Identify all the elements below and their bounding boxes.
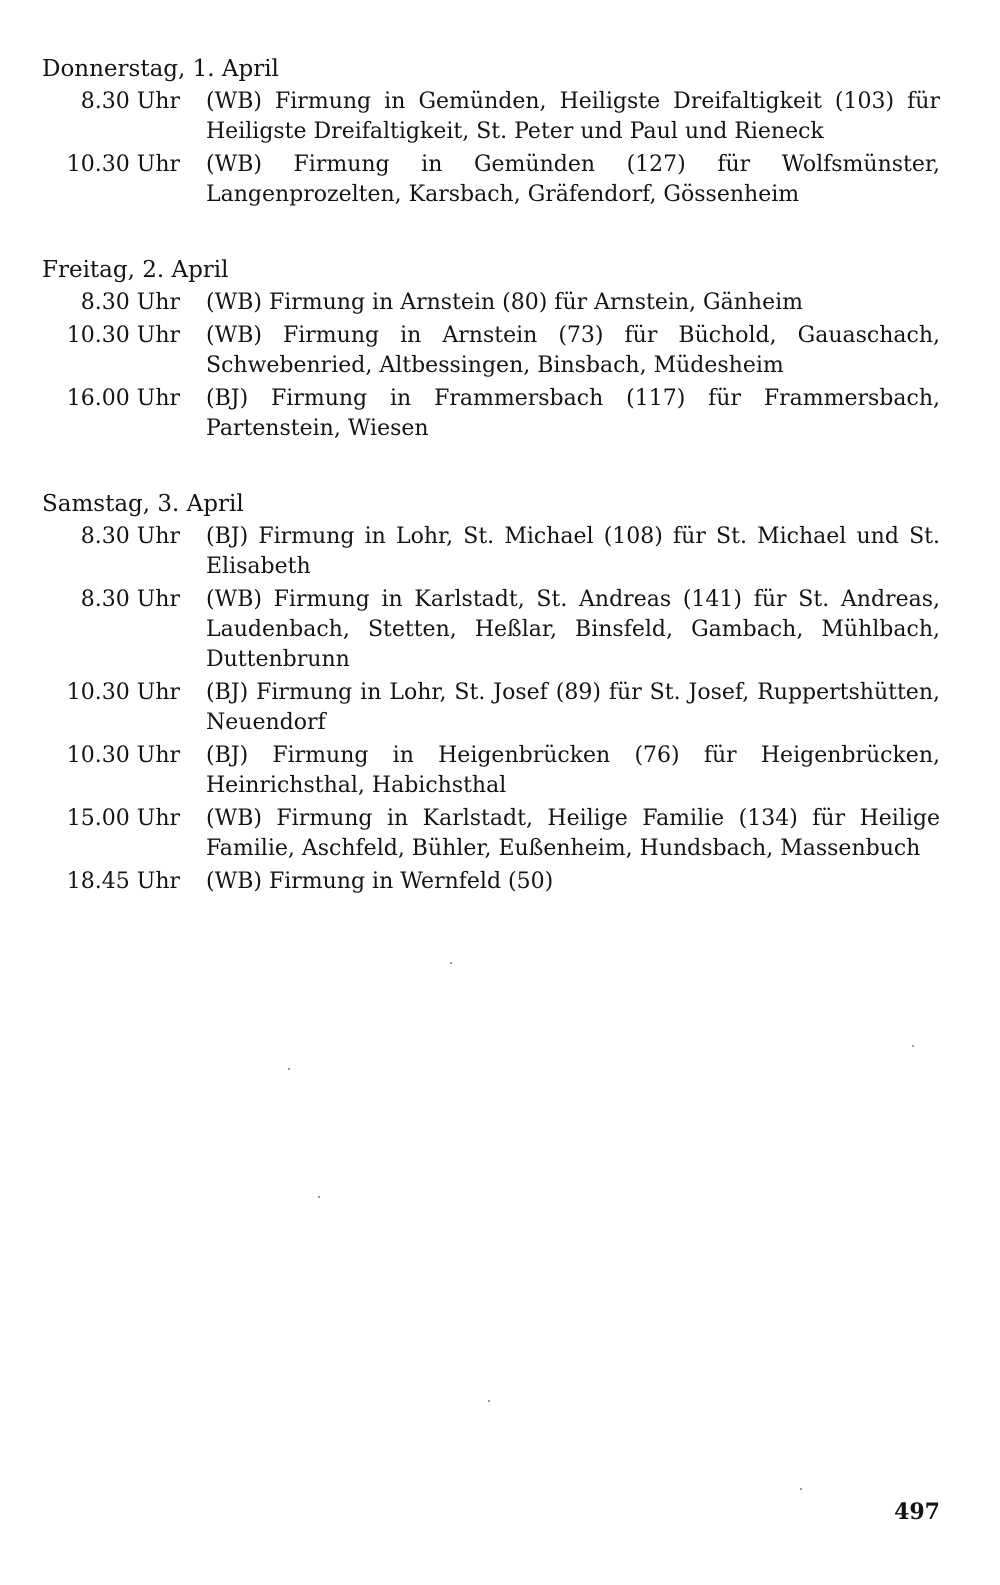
day-section-thursday (42, 54, 940, 210)
entry-text: (BJ) Firmung in Heigenbrücken (76) für Heigenbrücken, Heinrichsthal, Habichsthal (206, 743, 940, 798)
schedule-entry (42, 87, 940, 147)
schedule-entry (42, 288, 940, 318)
scan-speck (488, 1400, 490, 1402)
schedule-entry (42, 741, 940, 801)
document-page (42, 54, 940, 942)
schedule-entry (42, 321, 940, 381)
scan-speck (800, 1488, 802, 1490)
schedule-entry (42, 867, 940, 897)
schedule-entry (42, 804, 940, 864)
scan-speck (318, 1196, 320, 1198)
entry-time: 8.30 Uhr (80, 524, 180, 549)
entry-time: 10.30 Uhr (66, 152, 180, 177)
schedule-entry (42, 522, 940, 582)
entry-text: (WB) Firmung in Karlstadt, Heilige Familie (134) für Heilige Familie, Aschfeld, Bühler, Eußenheim, Hundsbach, Massenbuch (206, 806, 940, 861)
entry-text: (WB) Firmung in Arnstein (80) für Arnstein, Gänheim (206, 290, 803, 315)
entry-text: (WB) Firmung in Gemünden, Heiligste Dreifaltigkeit (103) für Heiligste Dreifaltigkeit, St. Peter und Paul und Rieneck (206, 89, 940, 144)
entry-text: (WB) Firmung in Arnstein (73) für Büchold, Gauaschach, Schwebenried, Altbessingen, Binsbach, Müdesheim (206, 323, 940, 378)
day-heading: Freitag, 2. April (42, 257, 229, 283)
page-number: 497 (894, 1499, 940, 1525)
entry-time: 15.00 Uhr (66, 806, 180, 831)
scan-speck (450, 962, 452, 964)
entry-text: (BJ) Firmung in Lohr, St. Michael (108) für St. Michael und St. Elisabeth (206, 524, 940, 579)
schedule-entry (42, 678, 940, 738)
schedule-entry (42, 585, 940, 675)
entry-time: 8.30 Uhr (80, 290, 180, 315)
day-section-saturday (42, 489, 940, 897)
entry-time: 8.30 Uhr (80, 89, 180, 114)
entry-time: 18.45 Uhr (66, 869, 180, 894)
schedule-entry (42, 150, 940, 210)
entry-text: (WB) Firmung in Gemünden (127) für Wolfsmünster, Langenprozelten, Karsbach, Gräfendorf, Gössenheim (206, 152, 940, 207)
entry-time: 16.00 Uhr (66, 386, 180, 411)
schedule-entry (42, 384, 940, 444)
entry-text: (WB) Firmung in Karlstadt, St. Andreas (141) für St. Andreas, Laudenbach, Stetten, Heßlar, Binsfeld, Gambach, Mühlbach, Duttenbrunn (206, 587, 940, 672)
entry-time: 10.30 Uhr (66, 680, 180, 705)
entry-text: (BJ) Firmung in Lohr, St. Josef (89) für St. Josef, Ruppertshütten, Neuendorf (206, 680, 940, 735)
entry-time: 10.30 Uhr (66, 323, 180, 348)
entry-text: (WB) Firmung in Wernfeld (50) (206, 869, 554, 894)
day-heading: Samstag, 3. April (42, 491, 244, 517)
entry-text: (BJ) Firmung in Frammersbach (117) für Frammersbach, Partenstein, Wiesen (206, 386, 940, 441)
day-heading: Donnerstag, 1. April (42, 56, 279, 82)
entry-time: 10.30 Uhr (66, 743, 180, 768)
day-section-friday (42, 255, 940, 444)
scan-speck (288, 1068, 290, 1070)
scan-speck (912, 1045, 914, 1047)
entry-time: 8.30 Uhr (80, 587, 180, 612)
